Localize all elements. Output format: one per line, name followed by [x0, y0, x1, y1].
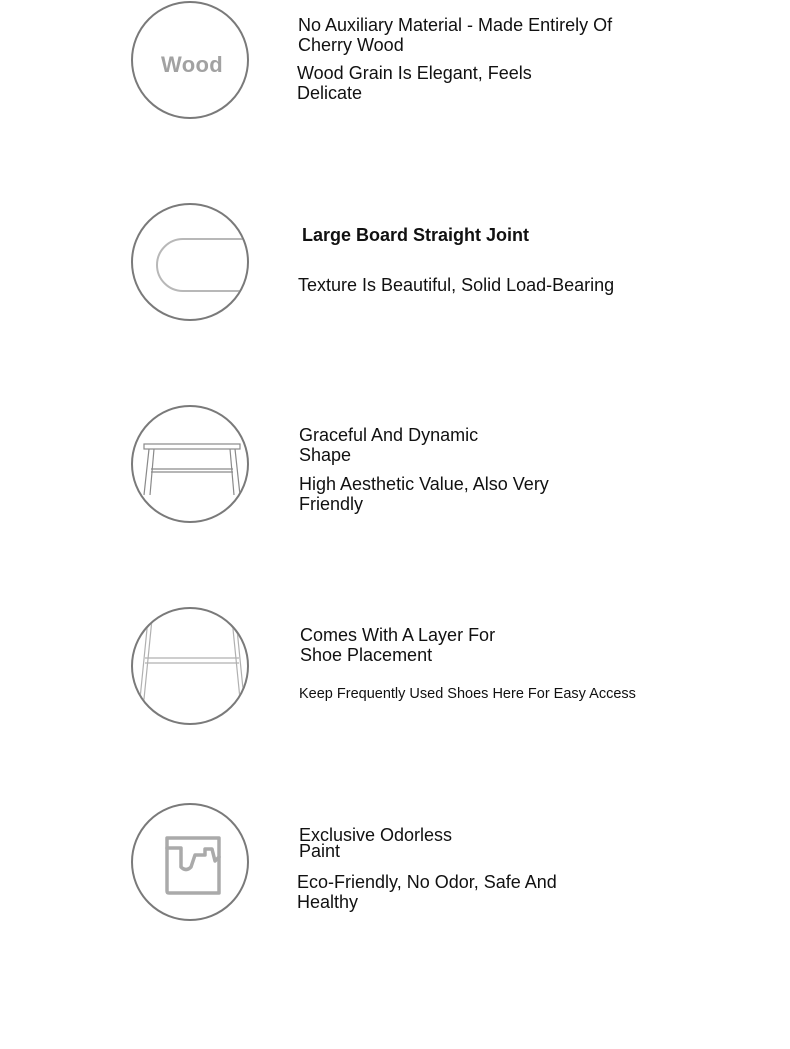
icon-label: Wood	[161, 52, 223, 77]
feature-description: Keep Frequently Used Shoes Here For Easy Access	[299, 686, 636, 702]
feature-title: Large Board Straight Joint	[302, 225, 530, 245]
feature-title: No Auxiliary Material - Made Entirely Of Cherry Wood	[298, 15, 613, 55]
shoe-shelf-icon	[131, 607, 249, 725]
wood-text-icon	[131, 1, 249, 119]
shoe-shelf-graphic	[133, 609, 249, 725]
feature-description: Eco-Friendly, No Odor, Safe And Healthy	[297, 872, 557, 912]
feature-title: Exclusive Odorless Paint	[299, 825, 453, 861]
board-joint-icon	[131, 203, 249, 321]
feature-title: Comes With A Layer For Shoe Placement	[300, 625, 496, 665]
feature-description: Wood Grain Is Elegant, Feels Delicate	[297, 63, 532, 103]
paint-bucket-icon	[131, 803, 249, 921]
feature-description: High Aesthetic Value, Also Very Friendly	[299, 474, 549, 514]
table-graphic	[133, 407, 249, 523]
feature-title: Graceful And Dynamic Shape	[299, 425, 479, 465]
board-joint-graphic	[133, 205, 249, 321]
feature-description: Texture Is Beautiful, Solid Load-Bearing	[298, 275, 615, 295]
paint-bucket-graphic	[133, 805, 249, 921]
table-icon	[131, 405, 249, 523]
